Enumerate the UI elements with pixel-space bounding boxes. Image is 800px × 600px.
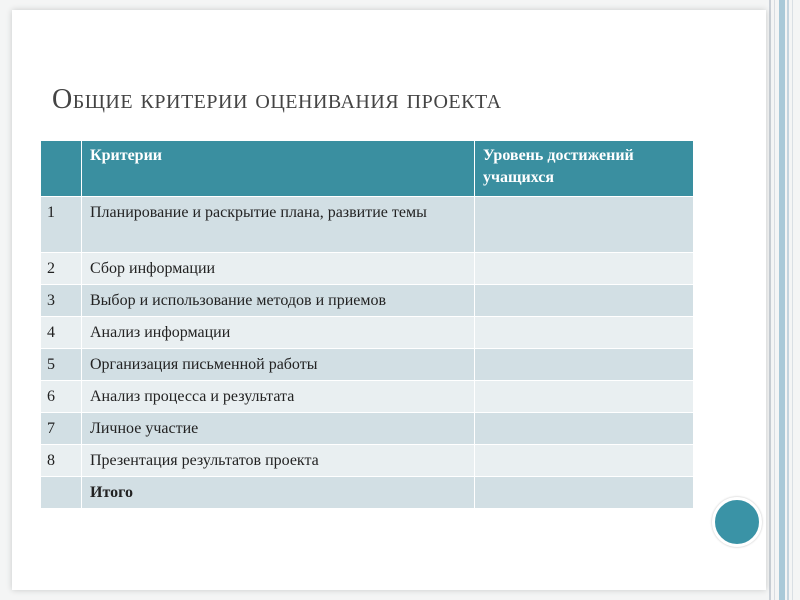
row-level-cell bbox=[475, 317, 694, 349]
header-criteria: Критерии bbox=[82, 141, 475, 197]
row-criterion: Планирование и раскрытие плана, развитие темы bbox=[82, 197, 475, 253]
slide-title: Общие критерии оценивания проекта bbox=[52, 84, 502, 115]
row-number: 6 bbox=[41, 381, 82, 413]
row-level-cell bbox=[475, 349, 694, 381]
total-label: Итого bbox=[82, 477, 475, 509]
table-row bbox=[41, 197, 694, 253]
row-number: 3 bbox=[41, 285, 82, 317]
table-row bbox=[41, 349, 694, 381]
row-number: 2 bbox=[41, 253, 82, 285]
table-header-row bbox=[41, 141, 694, 197]
row-criterion: Личное участие bbox=[82, 413, 475, 445]
row-criterion: Анализ процесса и результата bbox=[82, 381, 475, 413]
table-total-row bbox=[41, 477, 694, 509]
row-criterion: Выбор и использование методов и приемов bbox=[82, 285, 475, 317]
decorative-circle bbox=[712, 497, 762, 547]
table-row bbox=[41, 253, 694, 285]
row-level-cell bbox=[475, 445, 694, 477]
row-number: 8 bbox=[41, 445, 82, 477]
row-criterion: Анализ информации bbox=[82, 317, 475, 349]
header-level: Уровень достижений учащихся bbox=[475, 141, 694, 197]
row-level-cell bbox=[475, 285, 694, 317]
row-level-cell bbox=[475, 253, 694, 285]
row-criterion: Организация письменной работы bbox=[82, 349, 475, 381]
row-level-cell bbox=[475, 381, 694, 413]
row-number: 1 bbox=[41, 197, 82, 253]
total-level-cell bbox=[475, 477, 694, 509]
table-row bbox=[41, 413, 694, 445]
header-number bbox=[41, 141, 82, 197]
decorative-side-lines bbox=[768, 0, 800, 600]
row-criterion: Презентация результатов проекта bbox=[82, 445, 475, 477]
row-criterion: Сбор информации bbox=[82, 253, 475, 285]
criteria-table bbox=[40, 140, 694, 509]
total-number bbox=[41, 477, 82, 509]
table-row bbox=[41, 317, 694, 349]
row-number: 7 bbox=[41, 413, 82, 445]
table-row bbox=[41, 381, 694, 413]
row-number: 4 bbox=[41, 317, 82, 349]
row-level-cell bbox=[475, 197, 694, 253]
table-row bbox=[41, 285, 694, 317]
row-number: 5 bbox=[41, 349, 82, 381]
table-row bbox=[41, 445, 694, 477]
row-level-cell bbox=[475, 413, 694, 445]
